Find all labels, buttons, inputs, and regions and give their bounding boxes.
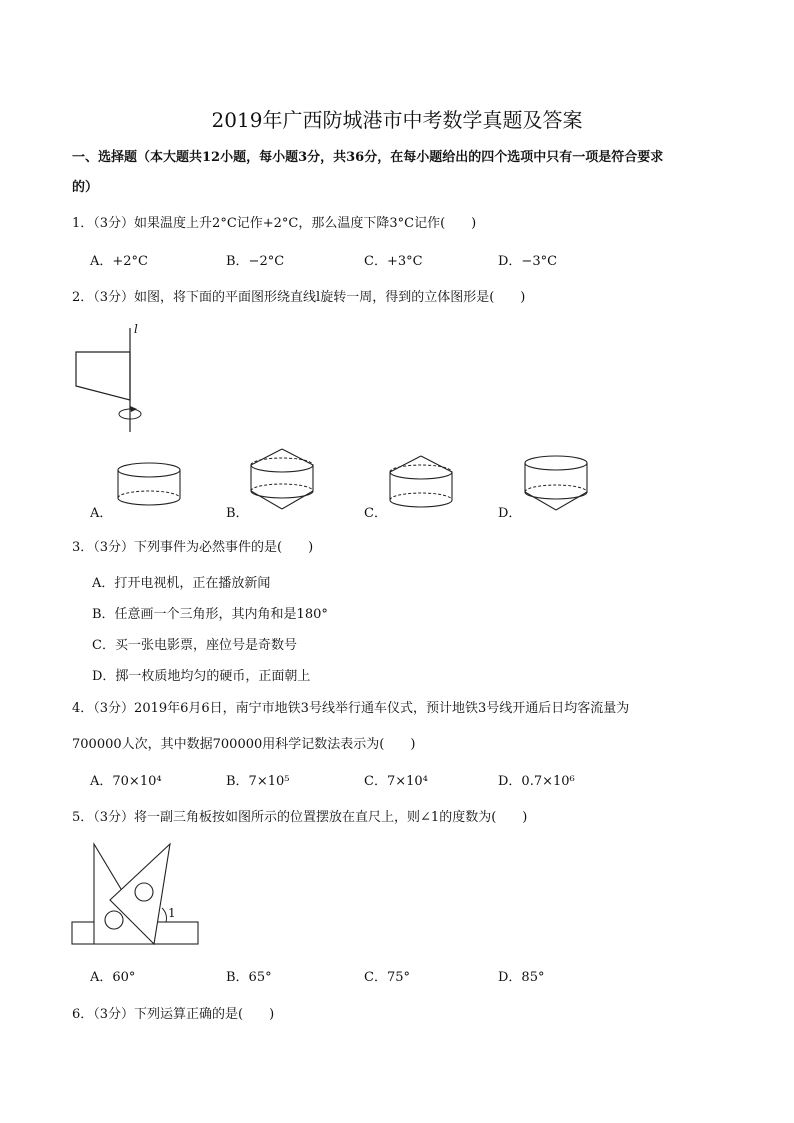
- q2-option-d-figure: [521, 452, 591, 518]
- q2-axis-label: l: [134, 322, 138, 336]
- q2-plane-figure: [70, 320, 160, 435]
- q3-option-b[interactable]: B．任意画一个三角形，其内角和是180°: [92, 607, 328, 622]
- q5-option-d[interactable]: D．85°: [498, 970, 545, 985]
- q3-option-a[interactable]: A．打开电视机，正在播放新闻: [92, 576, 271, 591]
- page-title: 2019年广西防城港市中考数学真题及答案: [211, 108, 583, 132]
- question-6-stem: 6．（3分）下列运算正确的是( ): [72, 1007, 275, 1022]
- q2-option-b-figure: [247, 445, 317, 520]
- q3-option-c[interactable]: C．买一张电影票，座位号是奇数号: [92, 638, 297, 653]
- q1-option-d[interactable]: D．−3°C: [498, 254, 558, 269]
- question-4-stem-line2: 700000人次，其中数据700000用科学记数法表示为( ): [72, 737, 416, 752]
- question-2-stem: 2．（3分）如图，将下面的平面图形绕直线l旋转一周，得到的立体图形是( ): [72, 290, 526, 305]
- q1-option-c[interactable]: C．+3°C: [364, 254, 423, 269]
- q5-option-a[interactable]: A．60°: [90, 970, 136, 985]
- q2-option-a[interactable]: A．: [90, 506, 113, 521]
- q2-option-a-figure: [114, 460, 184, 510]
- q4-option-b[interactable]: B．7×10⁵: [226, 774, 290, 789]
- q2-option-c[interactable]: C．: [364, 506, 387, 521]
- q5-triangle-ruler-figure: [70, 838, 202, 950]
- question-4-stem-line1: 4．（3分）2019年6月6日，南宁市地铁3号线举行通车仪式，预计地铁3号线开通后日均客流量为: [72, 701, 630, 716]
- q5-angle-label: 1: [168, 906, 176, 920]
- q3-option-d[interactable]: D．掷一枚质地均匀的硬币，正面朝上: [92, 669, 311, 684]
- q1-option-b[interactable]: B．−2°C: [226, 254, 285, 269]
- q5-option-b[interactable]: B．65°: [226, 970, 272, 985]
- q2-option-b[interactable]: B．: [226, 506, 249, 521]
- q4-option-d[interactable]: D．0.7×10⁶: [498, 774, 575, 789]
- section-heading-line1: 一、选择题（本大题共12小题，每小题3分，共36分，在每小题给出的四个选项中只有一项是符合要求: [72, 150, 664, 165]
- q1-option-a[interactable]: A．+2°C: [90, 254, 148, 269]
- question-5-stem: 5．（3分）将一副三角板按如图所示的位置摆放在直尺上，则∠1的度数为( ): [72, 810, 528, 825]
- question-3-stem: 3．（3分）下列事件为必然事件的是( ): [72, 540, 314, 555]
- question-1-stem: 1．（3分）如果温度上升2°C记作+2°C，那么温度下降3°C记作( ): [72, 216, 477, 231]
- q2-option-d[interactable]: D．: [498, 506, 522, 521]
- q4-option-c[interactable]: C．7×10⁴: [364, 774, 428, 789]
- q2-option-c-figure: [386, 452, 456, 514]
- q5-option-c[interactable]: C．75°: [364, 970, 410, 985]
- section-heading-line2: 的）: [72, 180, 99, 195]
- q4-option-a[interactable]: A．70×10⁴: [90, 774, 162, 789]
